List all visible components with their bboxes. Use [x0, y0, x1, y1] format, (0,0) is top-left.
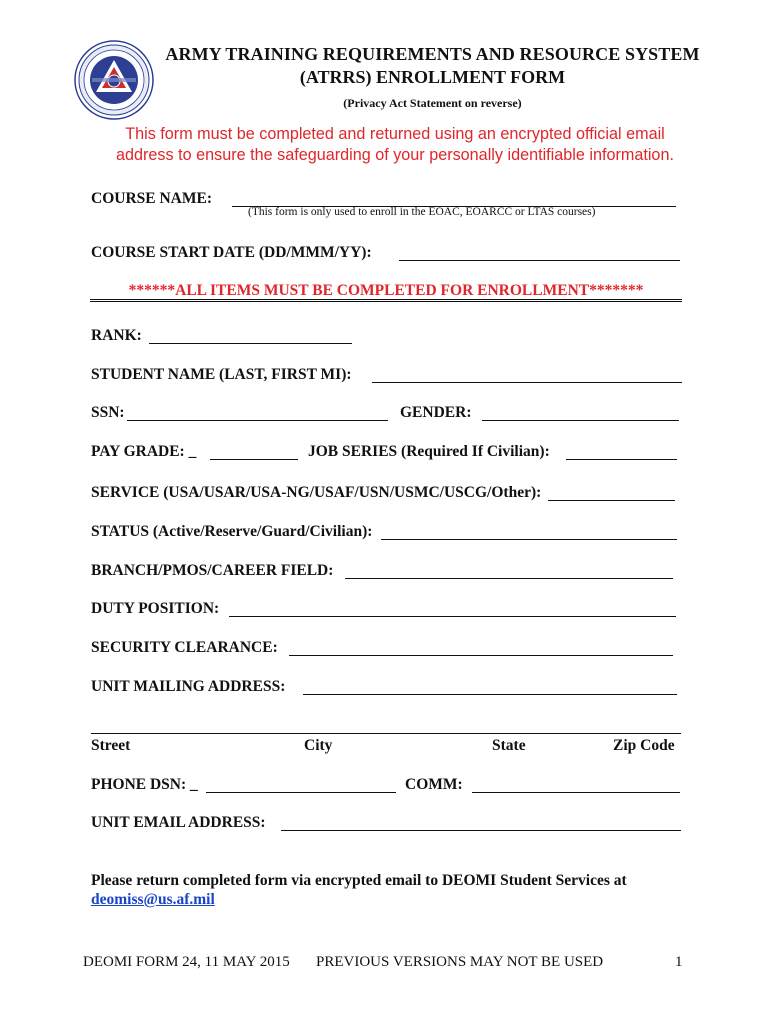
page-number: 1: [675, 954, 683, 970]
zip-code-label: Zip Code: [613, 737, 675, 754]
student-name-label: STUDENT NAME (LAST, FIRST MI):: [91, 366, 352, 383]
state-label: State: [492, 737, 526, 754]
duty-position-field[interactable]: [229, 616, 676, 617]
rank-field[interactable]: [149, 343, 352, 344]
security-clearance-label: SECURITY CLEARANCE:: [91, 639, 278, 656]
unit-mailing-address-label: UNIT MAILING ADDRESS:: [91, 678, 286, 695]
section-divider: [90, 299, 682, 302]
status-field[interactable]: [381, 539, 677, 540]
status-label: STATUS (Active/Reserve/Guard/Civilian):: [91, 523, 373, 540]
previous-versions-note: PREVIOUS VERSIONS MAY NOT BE USED: [316, 954, 604, 970]
phone-dsn-label: PHONE DSN: _: [91, 776, 198, 793]
branch-field[interactable]: [345, 578, 673, 579]
deomi-seal-logo: [74, 40, 154, 120]
gender-label: GENDER:: [400, 404, 472, 421]
ssn-label: SSN:: [91, 404, 125, 421]
course-name-note: (This form is only used to enroll in the EOAC, EOARCC or LTAS courses): [248, 206, 596, 218]
job-series-label: JOB SERIES (Required If Civilian):: [308, 443, 550, 460]
street-label: Street: [91, 737, 131, 754]
deomiss-email-link[interactable]: deomiss@us.af.mil: [91, 891, 215, 908]
rank-label: RANK:: [91, 327, 142, 344]
comm-phone-field[interactable]: [472, 792, 680, 793]
unit-email-field[interactable]: [281, 830, 681, 831]
gender-field[interactable]: [482, 420, 679, 421]
comm-label: COMM:: [405, 776, 463, 793]
security-clearance-field[interactable]: [289, 655, 673, 656]
duty-position-label: DUTY POSITION:: [91, 600, 220, 617]
branch-label: BRANCH/PMOS/CAREER FIELD:: [91, 562, 334, 579]
pay-grade-label: PAY GRADE: _: [91, 443, 197, 460]
course-name-label: COURSE NAME:: [91, 190, 212, 207]
ssn-field[interactable]: [127, 420, 388, 421]
course-start-date-field[interactable]: [399, 260, 680, 261]
city-label: City: [304, 737, 333, 754]
unit-mailing-address-field[interactable]: [303, 694, 677, 695]
address-line-field[interactable]: [91, 733, 681, 734]
return-instructions: Please return completed form via encrypted email to DEOMI Student Services at: [91, 872, 627, 889]
all-items-required-notice: ******ALL ITEMS MUST BE COMPLETED FOR ENROLLMENT*******: [128, 282, 644, 299]
student-name-field[interactable]: [372, 382, 682, 383]
service-field[interactable]: [548, 500, 675, 501]
encryption-notice: This form must be completed and returned using an encrypted official email address to ensure the safeguarding of your personally identifiable information.: [116, 125, 674, 164]
job-series-field[interactable]: [566, 459, 677, 460]
unit-email-label: UNIT EMAIL ADDRESS:: [91, 814, 266, 831]
form-identifier: DEOMI FORM 24, 11 MAY 2015: [83, 954, 290, 970]
phone-dsn-field[interactable]: [206, 792, 396, 793]
form-title-line1: ARMY TRAINING REQUIREMENTS AND RESOURCE SYSTEM: [165, 44, 700, 64]
service-label: SERVICE (USA/USAR/USA-NG/USAF/USN/USMC/USCG/Other):: [91, 484, 542, 501]
pay-grade-field[interactable]: [210, 459, 298, 460]
course-start-date-label: COURSE START DATE (DD/MMM/YY):: [91, 244, 372, 261]
privacy-act-note: (Privacy Act Statement on reverse): [343, 96, 522, 110]
form-title-line2: (ATRRS) ENROLLMENT FORM: [299, 67, 566, 87]
